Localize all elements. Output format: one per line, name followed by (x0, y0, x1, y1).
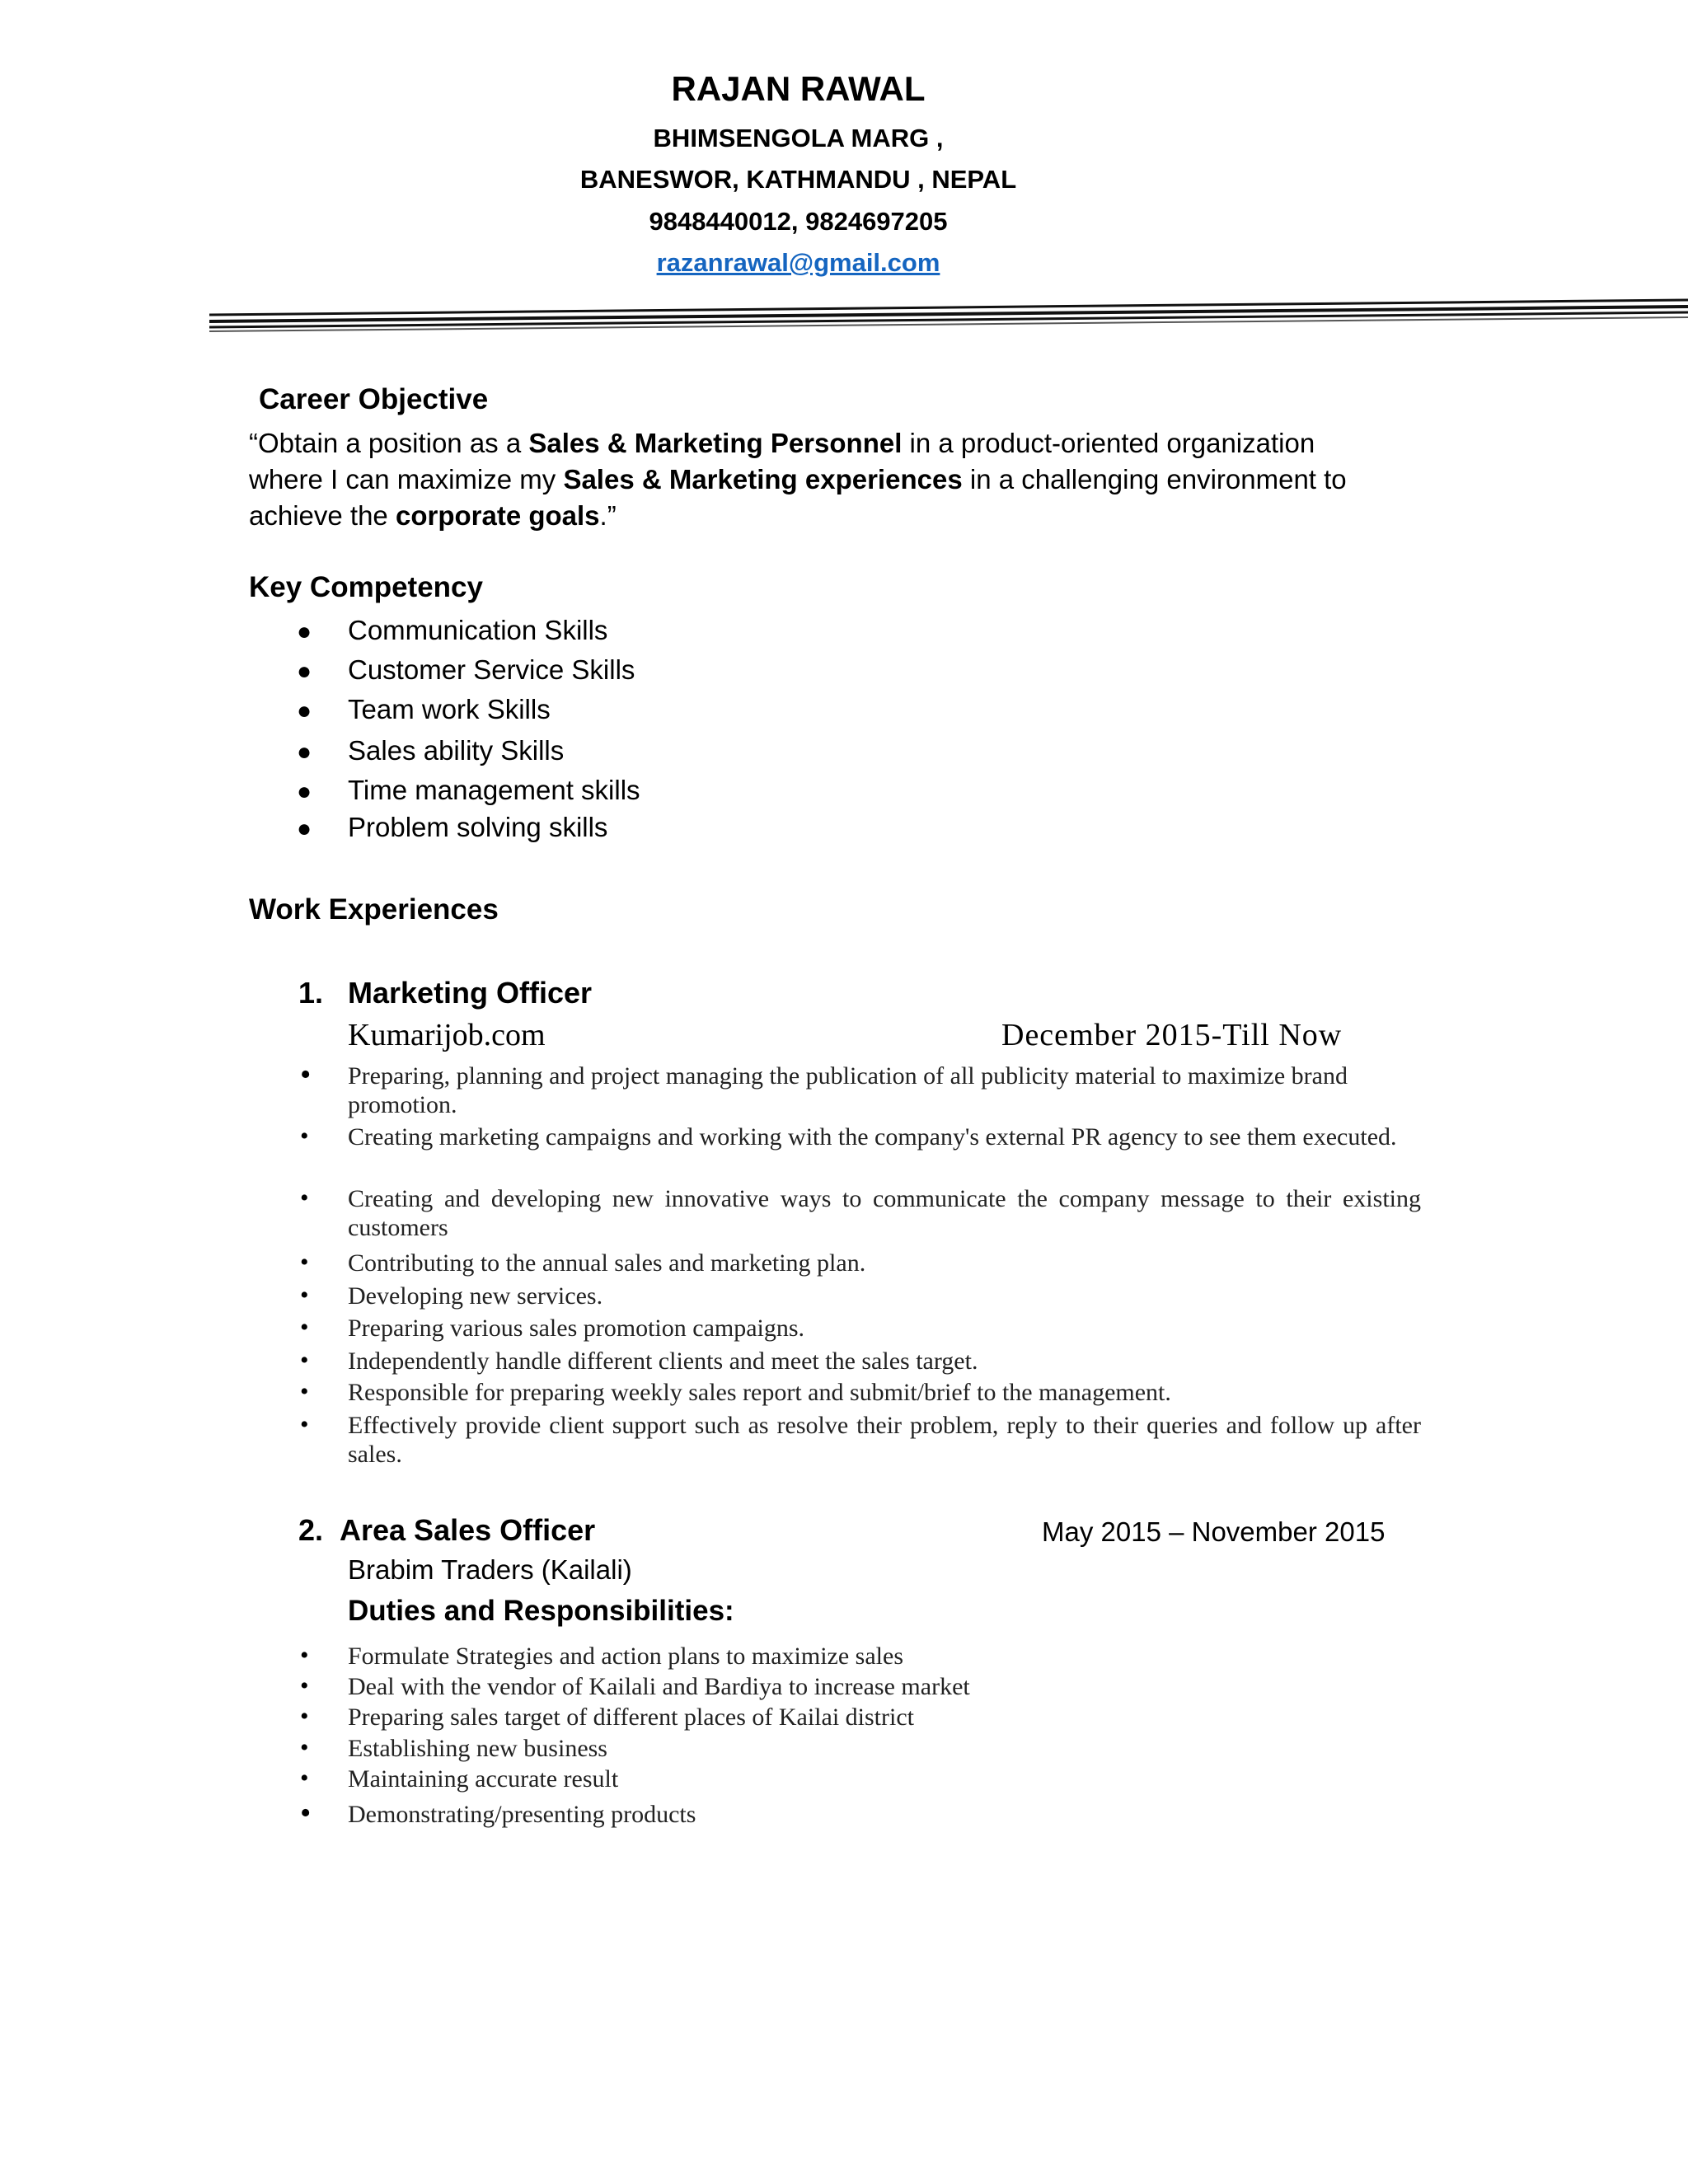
job-dates: May 2015 – November 2015 (1042, 1516, 1386, 1547)
competency-label: Team work Skills (348, 694, 551, 724)
competency-item (297, 694, 312, 725)
bullet-icon: • (300, 1057, 312, 1092)
objective-text: in a product-oriented organization (902, 428, 1315, 458)
duty-text: Deal with the vendor of Kailali and Bardiya to increase market (348, 1673, 970, 1700)
job-dates: December 2015-Till Now (1001, 1018, 1343, 1052)
bullet-icon: • (300, 1703, 309, 1730)
competency-item (297, 812, 312, 843)
bullet-icon: • (300, 1765, 309, 1792)
competency-item (297, 654, 312, 686)
duty-text: Independently handle different clients and meet the sales target. (348, 1347, 978, 1375)
job-number: 2. (298, 1513, 324, 1547)
bullet-icon: ● (297, 618, 312, 645)
work-experiences-heading: Work Experiences (249, 893, 499, 926)
objective-emphasis: corporate goals (395, 500, 600, 531)
competency-label: Sales ability Skills (348, 735, 565, 766)
bullet-icon: ● (297, 658, 312, 685)
duty-text: Preparing, planning and project managing the publication of all publicity material to maximize brand promotion. (348, 1062, 1348, 1118)
bullet-icon: • (300, 1249, 309, 1276)
phone-numbers: 9848440012, 9824697205 (649, 207, 948, 236)
bullet-icon: ● (297, 697, 312, 724)
objective-text: “Obtain a position as a (249, 428, 529, 458)
objective-emphasis: Sales & Marketing Personnel (528, 428, 903, 458)
email-link[interactable]: razanrawal@gmail.com (656, 248, 940, 277)
objective-emphasis: Sales & Marketing experiences (563, 464, 963, 494)
bullet-icon: • (300, 1122, 309, 1150)
bullet-icon: • (300, 1734, 309, 1761)
duties-heading: Duties and Responsibilities: (348, 1595, 734, 1627)
address-line-1: BHIMSENGOLA MARG , (653, 124, 944, 152)
job-company: Brabim Traders (Kailali) (348, 1554, 632, 1585)
objective-line-1 (249, 425, 1419, 462)
job-title: Marketing Officer (348, 976, 593, 1010)
competency-item (297, 735, 312, 766)
duty-text: Formulate Strategies and action plans to maximize sales (348, 1643, 903, 1670)
duty-text: Preparing sales target of different places of Kailai district (348, 1704, 914, 1731)
header-divider (209, 297, 1688, 335)
bullet-icon: • (300, 1642, 309, 1669)
duty-text: Demonstrating/presenting products (348, 1801, 696, 1828)
duty-text: Maintaining accurate result (348, 1765, 619, 1793)
objective-line-2 (249, 462, 1419, 498)
candidate-name: RAJAN RAWAL (671, 69, 926, 108)
key-competency-heading: Key Competency (249, 571, 483, 603)
job-number: 1. (298, 976, 324, 1010)
competency-label: Problem solving skills (348, 812, 608, 842)
job-title: Area Sales Officer (340, 1513, 596, 1547)
bullet-icon: • (300, 1411, 309, 1438)
job-company: Kumarijob.com (348, 1018, 546, 1052)
competency-label: Customer Service Skills (348, 654, 635, 685)
duty-text: Developing new services. (348, 1282, 603, 1310)
duty-text: Effectively provide client support such as resolve their problem, reply to their queries and follow up after sales. (348, 1412, 1421, 1468)
bullet-icon: ● (297, 738, 312, 766)
bullet-icon: ● (297, 815, 312, 842)
bullet-icon: • (300, 1184, 309, 1212)
duty-text: Establishing new business (348, 1735, 607, 1762)
bullet-icon: • (300, 1314, 309, 1341)
bullet-icon: • (300, 1282, 309, 1309)
competency-item (297, 615, 312, 646)
duty-text: Preparing various sales promotion campaigns. (348, 1315, 805, 1342)
objective-text: .” (599, 500, 617, 531)
competency-label: Time management skills (348, 775, 640, 805)
bullet-icon: ● (297, 778, 312, 805)
duty-text: Creating and developing new innovative ways to communicate the company message to their existing customers (348, 1185, 1421, 1241)
objective-text: where I can maximize my (249, 464, 564, 494)
bullet-icon: • (300, 1672, 309, 1699)
bullet-icon: • (300, 1347, 309, 1374)
bullet-icon: • (300, 1796, 312, 1830)
objective-line-3 (249, 498, 1419, 534)
competency-item (297, 775, 312, 806)
objective-text: in a challenging environment to (962, 464, 1347, 494)
duty-text: Responsible for preparing weekly sales report and submit/brief to the management. (348, 1379, 1171, 1406)
career-objective-text (249, 425, 1419, 534)
duty-text: Contributing to the annual sales and marketing plan. (348, 1249, 866, 1277)
competency-label: Communication Skills (348, 615, 608, 645)
address-line-2: BANESWOR, KATHMANDU , NEPAL (579, 165, 1017, 194)
duty-text: Creating marketing campaigns and working with the company's external PR agency to see them executed. (348, 1123, 1397, 1151)
email-line (0, 248, 1597, 278)
career-objective-heading: Career Objective (259, 383, 489, 415)
bullet-icon: • (300, 1378, 309, 1405)
objective-text: achieve the (249, 500, 396, 531)
